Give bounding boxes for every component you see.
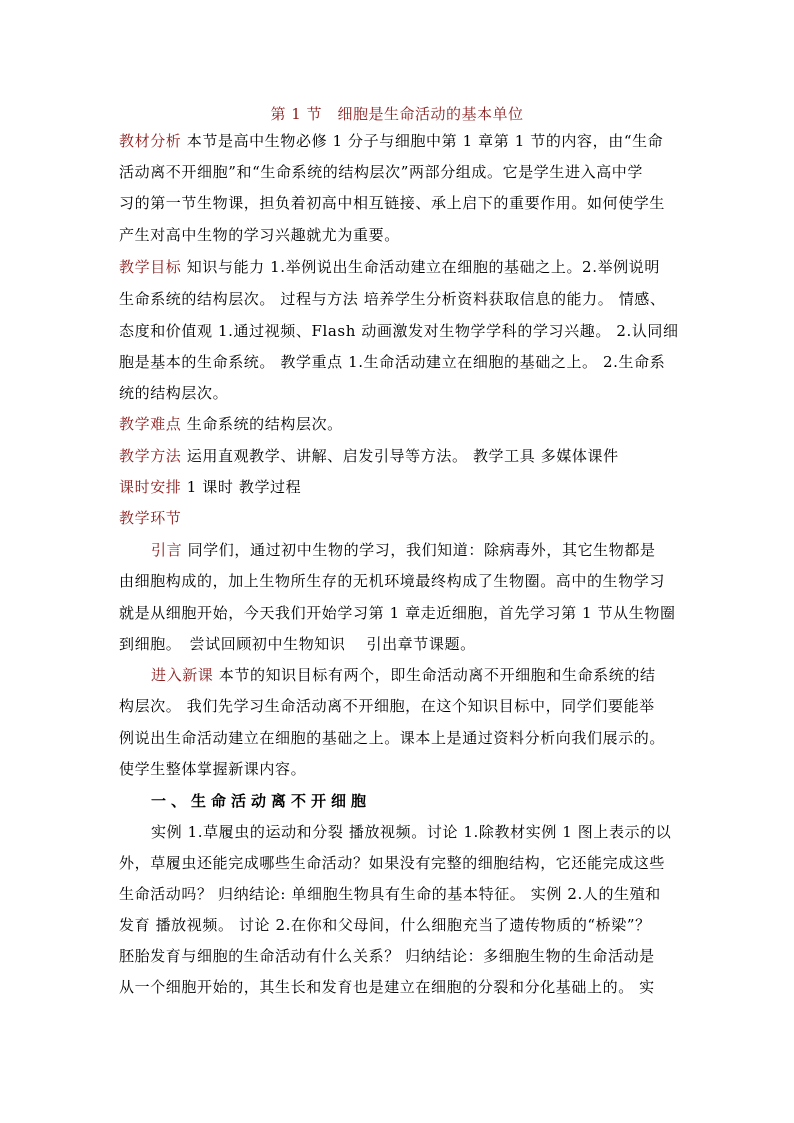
paragraph-line: 教学难点 生命系统的结构层次。 <box>119 415 343 433</box>
paragraph-line: 到细胞。 尝试回顾初中生物知识 引出章节课题。 <box>119 635 476 653</box>
paragraph-line: 进入新课 本节的知识目标有两个，即生命活动离不开细胞和生命系统的结 <box>151 666 656 684</box>
label-goals: 教学目标 <box>119 258 182 276</box>
paragraph-line: 发育 播放视频。 讨论 2.在你和父母间，什么细胞充当了遗传物质的“桥梁”？ <box>119 916 651 934</box>
paragraph-line: 课时安排 1 课时 教学过程 <box>119 478 302 496</box>
paragraph-line: 引言 同学们，通过初中生物的学习，我们知道：除病毒外，其它生物都是 <box>151 541 656 559</box>
paragraph-line: 从一个细胞开始的，其生长和发育也是建立在细胞的分裂和分化基础上的。 实 <box>119 978 655 996</box>
paragraph-line: 实例 1.草履虫的运动和分裂 播放视频。讨论 1.除教材实例 1 图上表示的以 <box>151 823 672 841</box>
label-analysis: 教材分析 <box>119 132 182 150</box>
paragraph-line: 胞是基本的生命系统。 教学重点 1.生命活动建立在细胞的基础之上。 2.生命系 <box>119 353 666 371</box>
label-schedule: 课时安排 <box>119 478 182 496</box>
paragraph-line: 教学目标 知识与能力 1.举例说出生命活动建立在细胞的基础之上。2.举例说明 <box>119 258 660 276</box>
paragraph-line: 产生对高中生物的学习兴趣就尤为重要。 <box>119 226 400 244</box>
paragraph-line: 习的第一节生物课，担负着初高中相互链接、承上启下的重要作用。如何使学生 <box>119 194 666 212</box>
label-intro: 引言 <box>151 541 183 559</box>
paragraph-line: 教学方法 运用直观教学、讲解、启发引导等方法。 教学工具 多媒体课件 <box>119 447 619 465</box>
paragraph-line: 胚胎发育与细胞的生命活动有什么关系？ 归纳结论：多细胞生物的生命活动是 <box>119 947 655 965</box>
paragraph-line: 使学生整体掌握新课内容。 <box>119 760 307 778</box>
label-method: 教学方法 <box>119 447 182 465</box>
paragraph-line: 由细胞构成的，加上生物所生存的无机环境最终构成了生物圈。高中的生物学习 <box>119 572 666 590</box>
paragraph-line: 生命活动吗？ 归纳结论: 单细胞生物具有生命的基本特征。 实例 2.人的生殖和 <box>119 885 661 903</box>
paragraph-line: 教材分析 本节是高中生物必修 1 分子与细胞中第 1 章第 1 节的内容，由“生命 <box>119 132 664 150</box>
page-title: 第 1 节 细胞是生命活动的基本单位 <box>270 105 524 123</box>
paragraph-line: 构层次。 我们先学习生命活动离不开细胞，在这个知识目标中，同学们要能举 <box>119 697 655 715</box>
paragraph-line: 态度和价值观 1.通过视频、Flash 动画激发对生物学学科的学习兴趣。 2.认同细 <box>119 322 679 340</box>
label-process: 教学环节 <box>119 509 182 527</box>
paragraph-line: 生命系统的结构层次。 过程与方法 培养学生分析资料获取信息的能力。 情感、 <box>119 290 666 308</box>
paragraph-line: 活动离不开细胞”和“生命系统的结构层次”两部分组成。它是学生进入高中学 <box>119 163 644 181</box>
paragraph-line: 外，草履虫还能完成哪些生命活动？如果没有完整的细胞结构，它还能完成这些 <box>119 854 666 872</box>
label-new-lesson: 进入新课 <box>151 666 214 684</box>
paragraph-line: 统的结构层次。 <box>119 384 229 402</box>
section-heading: 一、生命活动离不开细胞 <box>151 792 372 810</box>
paragraph-line: 就是从细胞开始，今天我们开始学习第 1 章走近细胞，首先学习第 1 节从生物圈 <box>119 604 676 622</box>
paragraph-line <box>119 508 679 528</box>
paragraph-line: 例说出生命活动建立在细胞的基础之上。课本上是通过资料分析向我们展示的。 <box>119 729 666 747</box>
label-difficulty: 教学难点 <box>119 415 182 433</box>
